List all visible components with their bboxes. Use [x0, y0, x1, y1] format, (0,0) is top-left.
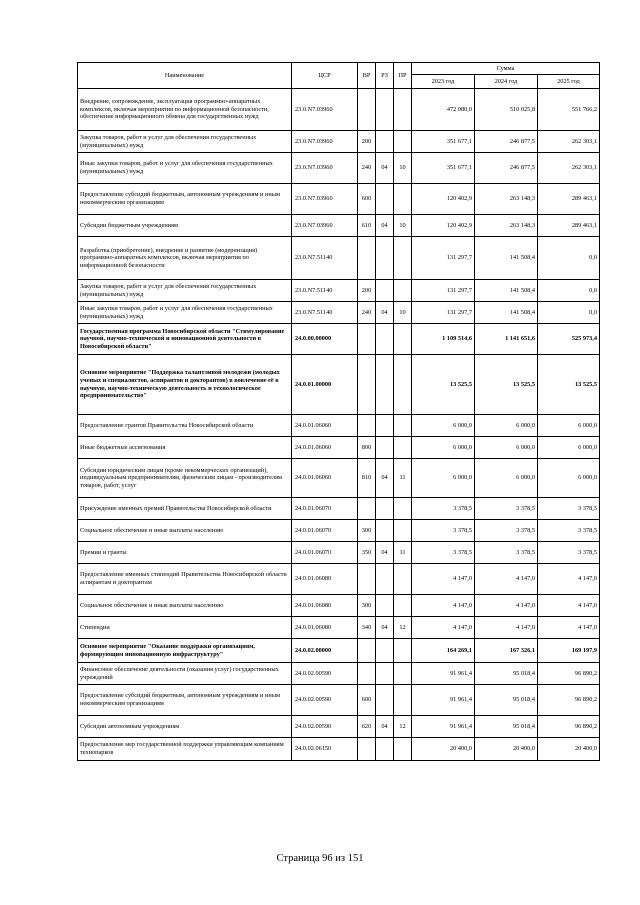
row-amount-2024: 6 000,0 [475, 415, 538, 437]
row-amount-2024: 246 877,5 [475, 131, 538, 153]
row-amount-2023: 3 378,5 [412, 520, 475, 542]
row-name: Иные закупки товаров, работ и услуг для обеспечения государственных (муниципальных) нужд [78, 302, 292, 324]
row-vr: 600 [358, 685, 376, 716]
row-amount-2025: 289 463,1 [538, 184, 600, 215]
row-amount-2023: 131 297,7 [412, 237, 475, 280]
row-vr: 240 [358, 302, 376, 324]
row-csr: 24.0.01.06070 [292, 520, 358, 542]
row-amount-2024: 4 147,0 [475, 595, 538, 617]
row-name: Внедрение, сопровождение, эксплуатация программно-аппаратных комплексов, включая мероприятия по информационной безопасности, обеспечение информационного обмена для государственных нужд [78, 89, 292, 131]
header-pr: ПР [394, 63, 412, 89]
row-vr: 800 [358, 437, 376, 459]
table-row [78, 595, 600, 617]
row-vr: 200 [358, 280, 376, 302]
row-csr: 24.0.01.06070 [292, 542, 358, 564]
row-amount-2025: 96 890,2 [538, 716, 600, 738]
row-amount-2023: 120 402,9 [412, 184, 475, 215]
row-amount-2024: 6 000,0 [475, 437, 538, 459]
row-pr [394, 663, 412, 685]
row-amount-2024: 3 378,5 [475, 520, 538, 542]
row-amount-2025: 4 147,0 [538, 595, 600, 617]
row-rz [376, 415, 394, 437]
row-vr: 300 [358, 595, 376, 617]
row-rz [376, 498, 394, 520]
row-amount-2024: 6 000,0 [475, 459, 538, 498]
row-pr [394, 324, 412, 355]
row-rz [376, 595, 394, 617]
row-amount-2025: 289 463,1 [538, 215, 600, 237]
page-number: Страница 96 из 151 [276, 853, 364, 864]
row-vr: 610 [358, 215, 376, 237]
row-csr: 24.0.01.00000 [292, 355, 358, 415]
row-rz [376, 663, 394, 685]
table-row [78, 437, 600, 459]
row-pr: 11 [394, 542, 412, 564]
row-pr [394, 520, 412, 542]
row-vr [358, 639, 376, 663]
row-rz [376, 89, 394, 131]
row-pr [394, 639, 412, 663]
row-amount-2023: 4 147,0 [412, 595, 475, 617]
row-pr: 10 [394, 153, 412, 184]
row-name: Субсидии бюджетным учреждениям [78, 215, 292, 237]
row-rz [376, 184, 394, 215]
row-amount-2023: 4 147,0 [412, 564, 475, 595]
row-vr: 200 [358, 131, 376, 153]
row-name: Социальное обеспечение и иные выплаты населению [78, 595, 292, 617]
row-amount-2023: 3 378,5 [412, 542, 475, 564]
table-row [78, 415, 600, 437]
row-amount-2024: 1 141 651,6 [475, 324, 538, 355]
row-csr: 24.0.01.06080 [292, 617, 358, 639]
table-body [78, 89, 600, 761]
table-row [78, 153, 600, 184]
row-csr: 24.0.01.06080 [292, 564, 358, 595]
table-row [78, 355, 600, 415]
row-amount-2023: 6 000,0 [412, 459, 475, 498]
row-csr: 24.0.02.00000 [292, 639, 358, 663]
row-amount-2025: 169 197,9 [538, 639, 600, 663]
row-amount-2025: 3 378,5 [538, 520, 600, 542]
table-row [78, 280, 600, 302]
row-amount-2025: 551 766,2 [538, 89, 600, 131]
row-name: Стипендии [78, 617, 292, 639]
row-csr: 24.0.01.06080 [292, 595, 358, 617]
table-row [78, 302, 600, 324]
row-pr: 10 [394, 215, 412, 237]
row-amount-2024: 246 877,5 [475, 153, 538, 184]
row-name: Закупка товаров, работ и услуг для обеспечения государственных (муниципальных) нужд [78, 280, 292, 302]
row-amount-2025: 525 973,4 [538, 324, 600, 355]
row-amount-2025: 3 378,5 [538, 498, 600, 520]
table-row [78, 184, 600, 215]
row-name: Иные закупки товаров, работ и услуг для обеспечения государственных (муниципальных) нужд [78, 153, 292, 184]
table-row [78, 617, 600, 639]
row-pr [394, 415, 412, 437]
row-amount-2023: 131 297,7 [412, 302, 475, 324]
row-amount-2025: 0,0 [538, 280, 600, 302]
header-vr: ВР [358, 63, 376, 89]
row-name: Присуждение именных премий Правительства Новосибирской области [78, 498, 292, 520]
row-name: Предоставление грантов Правительства Новосибирской области [78, 415, 292, 437]
row-csr: 23.0.N7.03960 [292, 131, 358, 153]
row-rz [376, 237, 394, 280]
row-rz [376, 564, 394, 595]
table-row [78, 520, 600, 542]
row-vr: 600 [358, 184, 376, 215]
row-amount-2023: 91 961,4 [412, 716, 475, 738]
row-amount-2024: 167 326,1 [475, 639, 538, 663]
row-rz: 04 [376, 617, 394, 639]
row-vr [358, 237, 376, 280]
row-name: Разработка (приобретение), внедрение и развитие (модернизация) программно-аппаратных комплексов, включая мероприятия по информационной безопасности [78, 237, 292, 280]
row-amount-2023: 20 400,0 [412, 738, 475, 761]
row-amount-2024: 3 378,5 [475, 542, 538, 564]
row-rz: 04 [376, 215, 394, 237]
table-row [78, 716, 600, 738]
row-rz [376, 355, 394, 415]
row-amount-2024: 141 508,4 [475, 302, 538, 324]
row-amount-2025: 13 525,5 [538, 355, 600, 415]
table-row [78, 663, 600, 685]
row-csr: 23.0.N7.03960 [292, 215, 358, 237]
row-amount-2024: 95 018,4 [475, 663, 538, 685]
row-amount-2024: 141 508,4 [475, 237, 538, 280]
row-vr: 620 [358, 716, 376, 738]
row-amount-2025: 96 890,2 [538, 685, 600, 716]
row-pr [394, 595, 412, 617]
row-amount-2024: 4 147,0 [475, 617, 538, 639]
row-vr: 810 [358, 459, 376, 498]
row-pr [394, 498, 412, 520]
header-year-2025: 2025 год [538, 75, 600, 89]
row-vr: 240 [358, 153, 376, 184]
row-amount-2025: 3 378,5 [538, 542, 600, 564]
header-rz: РЗ [376, 63, 394, 89]
row-rz [376, 280, 394, 302]
row-rz: 04 [376, 459, 394, 498]
row-amount-2025: 0,0 [538, 302, 600, 324]
row-csr: 23.0.N7.03960 [292, 184, 358, 215]
header-year-2024: 2024 год [475, 75, 538, 89]
row-csr: 24.0.01.06060 [292, 459, 358, 498]
page-footer [0, 853, 640, 864]
row-csr: 24.0.02.00590 [292, 716, 358, 738]
table-row [78, 215, 600, 237]
row-rz: 04 [376, 153, 394, 184]
row-pr: 12 [394, 617, 412, 639]
row-rz [376, 520, 394, 542]
row-pr: 11 [394, 459, 412, 498]
row-vr [358, 355, 376, 415]
table-row [78, 459, 600, 498]
row-amount-2025: 0,0 [538, 237, 600, 280]
table-row [78, 685, 600, 716]
table-row [78, 639, 600, 663]
row-csr: 24.0.01.06060 [292, 415, 358, 437]
row-pr [394, 355, 412, 415]
row-vr [358, 564, 376, 595]
table-row [78, 89, 600, 131]
row-csr: 23.0.N7.51140 [292, 237, 358, 280]
row-amount-2023: 1 109 514,6 [412, 324, 475, 355]
row-amount-2023: 3 378,5 [412, 498, 475, 520]
table-row [78, 324, 600, 355]
row-amount-2023: 91 961,4 [412, 663, 475, 685]
row-rz [376, 639, 394, 663]
row-amount-2023: 472 080,0 [412, 89, 475, 131]
row-rz [376, 131, 394, 153]
row-pr [394, 89, 412, 131]
row-amount-2025: 262 303,1 [538, 153, 600, 184]
row-amount-2025: 6 000,0 [538, 437, 600, 459]
row-name: Субсидии автономным учреждениям [78, 716, 292, 738]
row-vr [358, 498, 376, 520]
row-amount-2025: 20 400,0 [538, 738, 600, 761]
row-name: Основное мероприятие "Оказание поддержки организациям, формирующим инновационную инфраструктуру" [78, 639, 292, 663]
row-csr: 23.0.N7.51140 [292, 302, 358, 324]
row-amount-2024: 95 018,4 [475, 685, 538, 716]
row-vr [358, 324, 376, 355]
row-name: Социальное обеспечение и иные выплаты населению [78, 520, 292, 542]
row-name: Основное мероприятие "Поддержка талантливой молодежи (молодых ученых и специалистов, аспирантов и докторантов) в вовлечение её в научную, научно-техническую деятельность и технологическое предпринимательство" [78, 355, 292, 415]
header-sum: Сумма [412, 63, 600, 75]
row-rz [376, 738, 394, 761]
row-csr: 24.0.00.00000 [292, 324, 358, 355]
row-csr: 24.0.02.00590 [292, 663, 358, 685]
row-csr: 24.0.01.06060 [292, 437, 358, 459]
row-amount-2024: 4 147,0 [475, 564, 538, 595]
row-amount-2025: 6 000,0 [538, 415, 600, 437]
row-csr: 23.0.N7.51140 [292, 280, 358, 302]
row-vr: 350 [358, 542, 376, 564]
row-amount-2024: 263 148,3 [475, 215, 538, 237]
table-row [78, 131, 600, 153]
row-amount-2023: 131 297,7 [412, 280, 475, 302]
row-vr [358, 415, 376, 437]
row-csr: 23.0.N7.03960 [292, 89, 358, 131]
row-amount-2024: 95 018,4 [475, 716, 538, 738]
row-amount-2023: 164 269,1 [412, 639, 475, 663]
row-amount-2023: 4 147,0 [412, 617, 475, 639]
row-pr [394, 685, 412, 716]
row-pr [394, 184, 412, 215]
row-pr [394, 437, 412, 459]
row-amount-2023: 6 000,0 [412, 415, 475, 437]
row-name: Предоставление мер государственной поддержки управляющим компаниям технопарков [78, 738, 292, 761]
table-row [78, 738, 600, 761]
row-rz: 04 [376, 302, 394, 324]
row-pr [394, 237, 412, 280]
row-amount-2025: 262 303,1 [538, 131, 600, 153]
row-amount-2023: 120 402,9 [412, 215, 475, 237]
row-amount-2024: 510 025,8 [475, 89, 538, 131]
row-amount-2024: 20 400,0 [475, 738, 538, 761]
row-pr: 12 [394, 716, 412, 738]
table-row [78, 542, 600, 564]
row-amount-2023: 6 000,0 [412, 437, 475, 459]
table-row [78, 237, 600, 280]
row-pr [394, 280, 412, 302]
row-amount-2025: 4 147,0 [538, 564, 600, 595]
table-header [78, 63, 600, 89]
row-vr [358, 663, 376, 685]
budget-table [77, 62, 600, 761]
row-amount-2024: 3 378,5 [475, 498, 538, 520]
row-amount-2023: 13 525,5 [412, 355, 475, 415]
row-vr [358, 738, 376, 761]
row-csr: 24.0.01.06070 [292, 498, 358, 520]
row-vr: 300 [358, 520, 376, 542]
row-rz [376, 324, 394, 355]
row-amount-2023: 91 961,4 [412, 685, 475, 716]
row-rz [376, 685, 394, 716]
header-name: Наименование [78, 63, 292, 89]
row-rz: 04 [376, 542, 394, 564]
row-amount-2023: 351 677,1 [412, 131, 475, 153]
row-amount-2025: 96 890,2 [538, 663, 600, 685]
row-name: Субсидии юридическим лицам (кроме некоммерческих организаций), индивидуальным предпринимателям, физическим лицам - производителям товаров, работ, услуг [78, 459, 292, 498]
table-row [78, 564, 600, 595]
row-name: Премии и гранты [78, 542, 292, 564]
row-amount-2025: 4 147,0 [538, 617, 600, 639]
row-name: Иные бюджетные ассигнования [78, 437, 292, 459]
row-amount-2025: 6 000,0 [538, 459, 600, 498]
row-pr [394, 131, 412, 153]
table-row [78, 498, 600, 520]
row-csr: 24.0.02.00590 [292, 685, 358, 716]
row-amount-2024: 263 148,3 [475, 184, 538, 215]
header-year-2023: 2023 год [412, 75, 475, 89]
row-pr: 10 [394, 302, 412, 324]
row-name: Предоставление субсидий бюджетным, автономным учреждениям и иным некоммерческим организациям [78, 184, 292, 215]
row-amount-2023: 351 677,1 [412, 153, 475, 184]
row-rz: 04 [376, 716, 394, 738]
row-amount-2024: 141 508,4 [475, 280, 538, 302]
row-csr: 23.0.N7.03960 [292, 153, 358, 184]
row-vr: 340 [358, 617, 376, 639]
header-csr: ЦСР [292, 63, 358, 89]
row-name: Предоставление субсидий бюджетным, автономным учреждениям и иным некоммерческим организациям [78, 685, 292, 716]
row-amount-2024: 13 525,5 [475, 355, 538, 415]
row-name: Государственная программа Новосибирской области "Стимулирование научной, научно-технической и инновационной деятельности в Новосибирской области" [78, 324, 292, 355]
row-pr [394, 738, 412, 761]
row-name: Закупка товаров, работ и услуг для обеспечения государственных (муниципальных) нужд [78, 131, 292, 153]
row-csr: 24.0.02.06150 [292, 738, 358, 761]
row-name: Финансовое обеспечение деятельности (оказания услуг) государственных учреждений [78, 663, 292, 685]
row-rz [376, 437, 394, 459]
row-vr [358, 89, 376, 131]
row-pr [394, 564, 412, 595]
row-name: Предоставление именных стипендий Правительства Новосибирской области аспирантам и докторантам [78, 564, 292, 595]
